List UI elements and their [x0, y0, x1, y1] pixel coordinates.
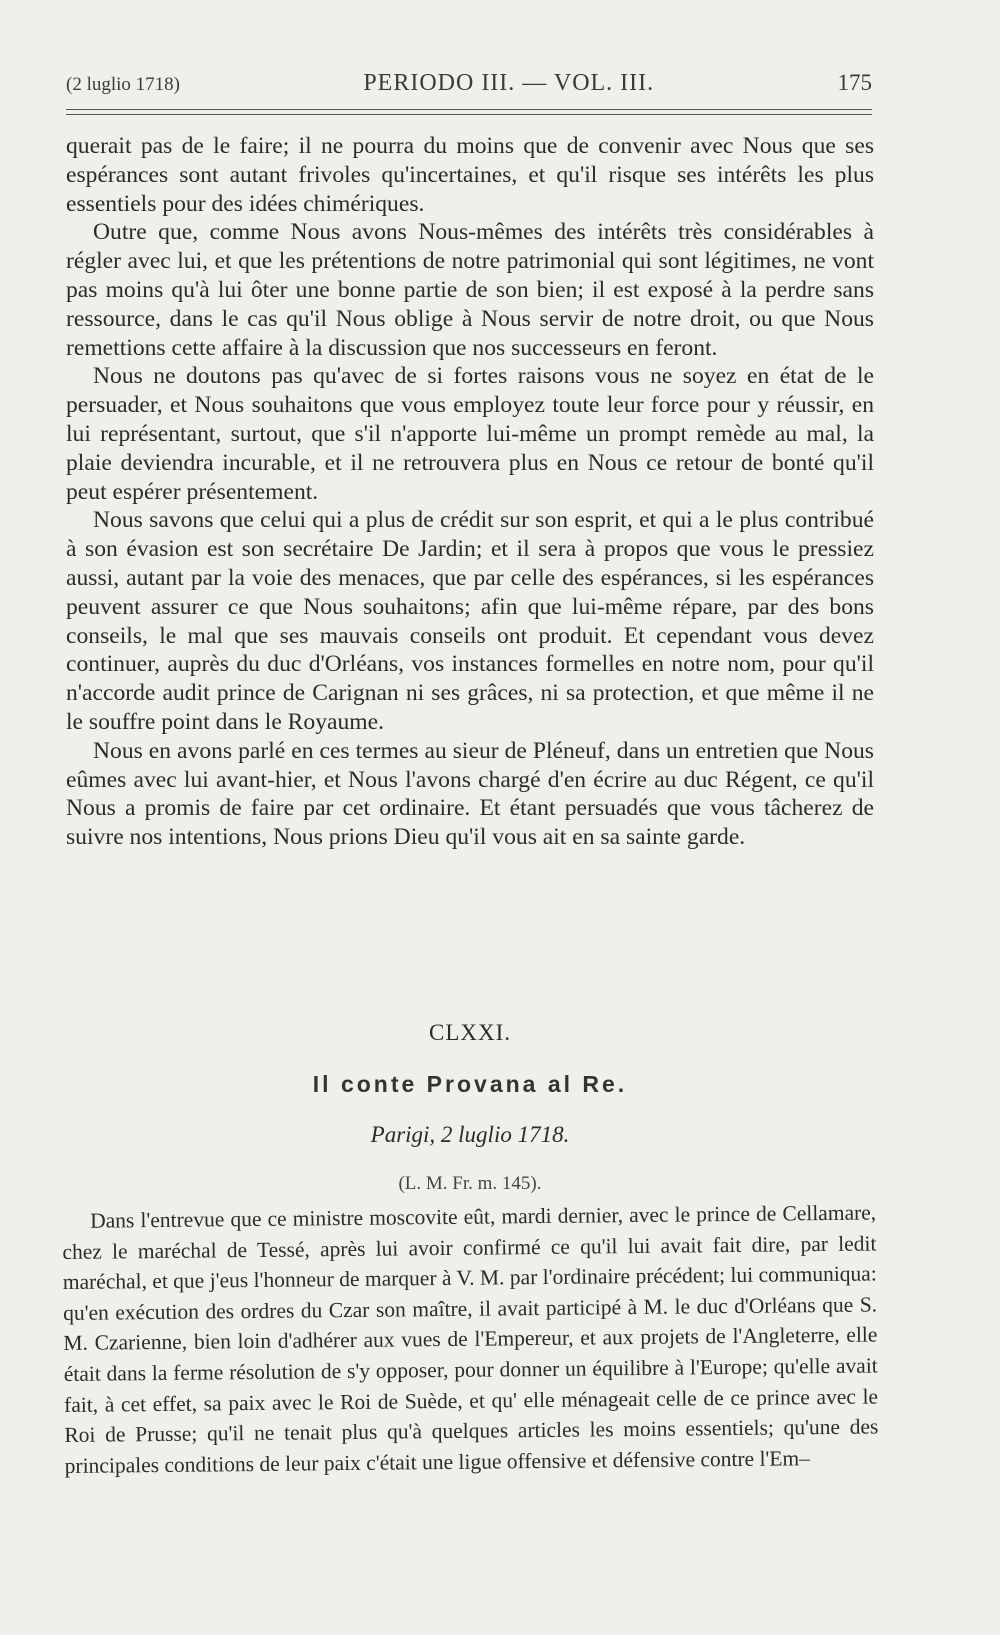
page-number: 175	[837, 70, 872, 95]
document-source: (L. M. Fr. m. 145).	[398, 1173, 542, 1194]
header-rule-bottom	[66, 114, 872, 115]
body-paragraph: Nous en avons parlé en ces termes au sieur de Pléneuf, dans un entretien que Nous eûmes avec lui avant-hier, et Nous l'avons chargé d'en écrire au duc Régent, ce qu'il Nous a promis de faire par cet ordinaire. Et étant persuadés que vous tâcherez de suivre nos intentions, Nous prions Dieu qu'il vous ait en sa sainte garde.	[66, 737, 874, 851]
header-volume: PERIODO III. — VOL. III.	[363, 70, 655, 96]
body-paragraph: Nous ne doutons pas qu'avec de si fortes raisons vous ne soyez en état de le persuader, et Nous souhaitons que vous employez toute leur force pour y réussir, en lui représentant, surtout, que s'il n'apporte lui-même un prompt remède au mal, la plaie deviendra incurable, et il ne retrouvera plus en Nous ce retour de bonté qu'il peut espérer présentement.	[66, 363, 874, 505]
document-place-date: Parigi, 2 luglio 1718.	[370, 1122, 570, 1147]
body-text	[66, 132, 874, 852]
running-head	[66, 70, 872, 97]
body-paragraph: querait pas de le faire; il ne pourra du moins que de convenir avec Nous que ses espérances sont autant frivoles qu'incertaines, et qu'il risque ses intérêts les plus essentiels pour des idées chimériques.	[66, 133, 874, 217]
document-title: Il conte Provana al Re.	[312, 1071, 628, 1097]
body-paragraph: Outre que, comme Nous avons Nous-mêmes des intérêts très considérables à régler avec lui, et que les prétentions de notre patrimonial qui sont légitimes, ne vont pas moins qu'à lui ôter une bonne partie de son bien; il est exposé à la perdre sans ressource, dans le cas qu'il Nous oblige à Nous servir de notre droit, ou que Nous remettions cette affaire à la discussion que nos successeurs en feront.	[66, 219, 874, 361]
body-paragraph: Nous savons que celui qui a plus de crédit sur son esprit, et qui a le plus contribué à son évasion est son secrétaire De Jardin; et il sera à propos que vous le pressiez aussi, autant par la voie des menaces, que par celle des espérances, si les espérances peuvent assurer ce que Nous souhaitons; afin que lui-même répare, par des bons conseils, le mal que ses mauvais conseils ont produit. Et cependant vous devez continuer, auprès du duc d'Orléans, vos instances formelles en notre nom, pour qu'il n'accorde audit prince de Carignan ni ses grâces, ni sa protection, et que même il ne le souffre point dans le Royaume.	[66, 507, 874, 735]
document-number: CLXXI.	[428, 1020, 512, 1045]
header-rule-top	[66, 109, 872, 110]
letter-text	[62, 1197, 879, 1481]
letter-paragraph: Dans l'entrevue que ce ministre moscovite eût, mardi dernier, avec le prince de Cellamare, chez le maréchal de Tessé, après lui avoir confirmé ce qu'il lui avait fait dire, par ledit maréchal, et que j'eus l'honneur de marquer à V. M. par l'ordinaire précédent; lui communiqua: qu'en exécution des ordres du Czar son maître, il avait participé à M. le duc d'Orléans que S. M. Czarienne, bien loin d'adhérer aux vues de l'Empereur, et aux projets de l'Angleterre, elle était dans la ferme résolution de s'y opposer, pour donner un équilibre à l'Europe; qu'elle avait fait, à cet effet, sa paix avec le Roi de Suède, et qu' elle ménageait celle de ce prince avec le Roi de Prusse; qu'il ne tenait plus qu'à quelques articles les moins essentiels; qu'une des principales conditions de leur paix c'était une ligue offensive et défensive contre l'Em–	[62, 1200, 879, 1478]
header-date: (2 luglio 1718)	[66, 74, 180, 95]
